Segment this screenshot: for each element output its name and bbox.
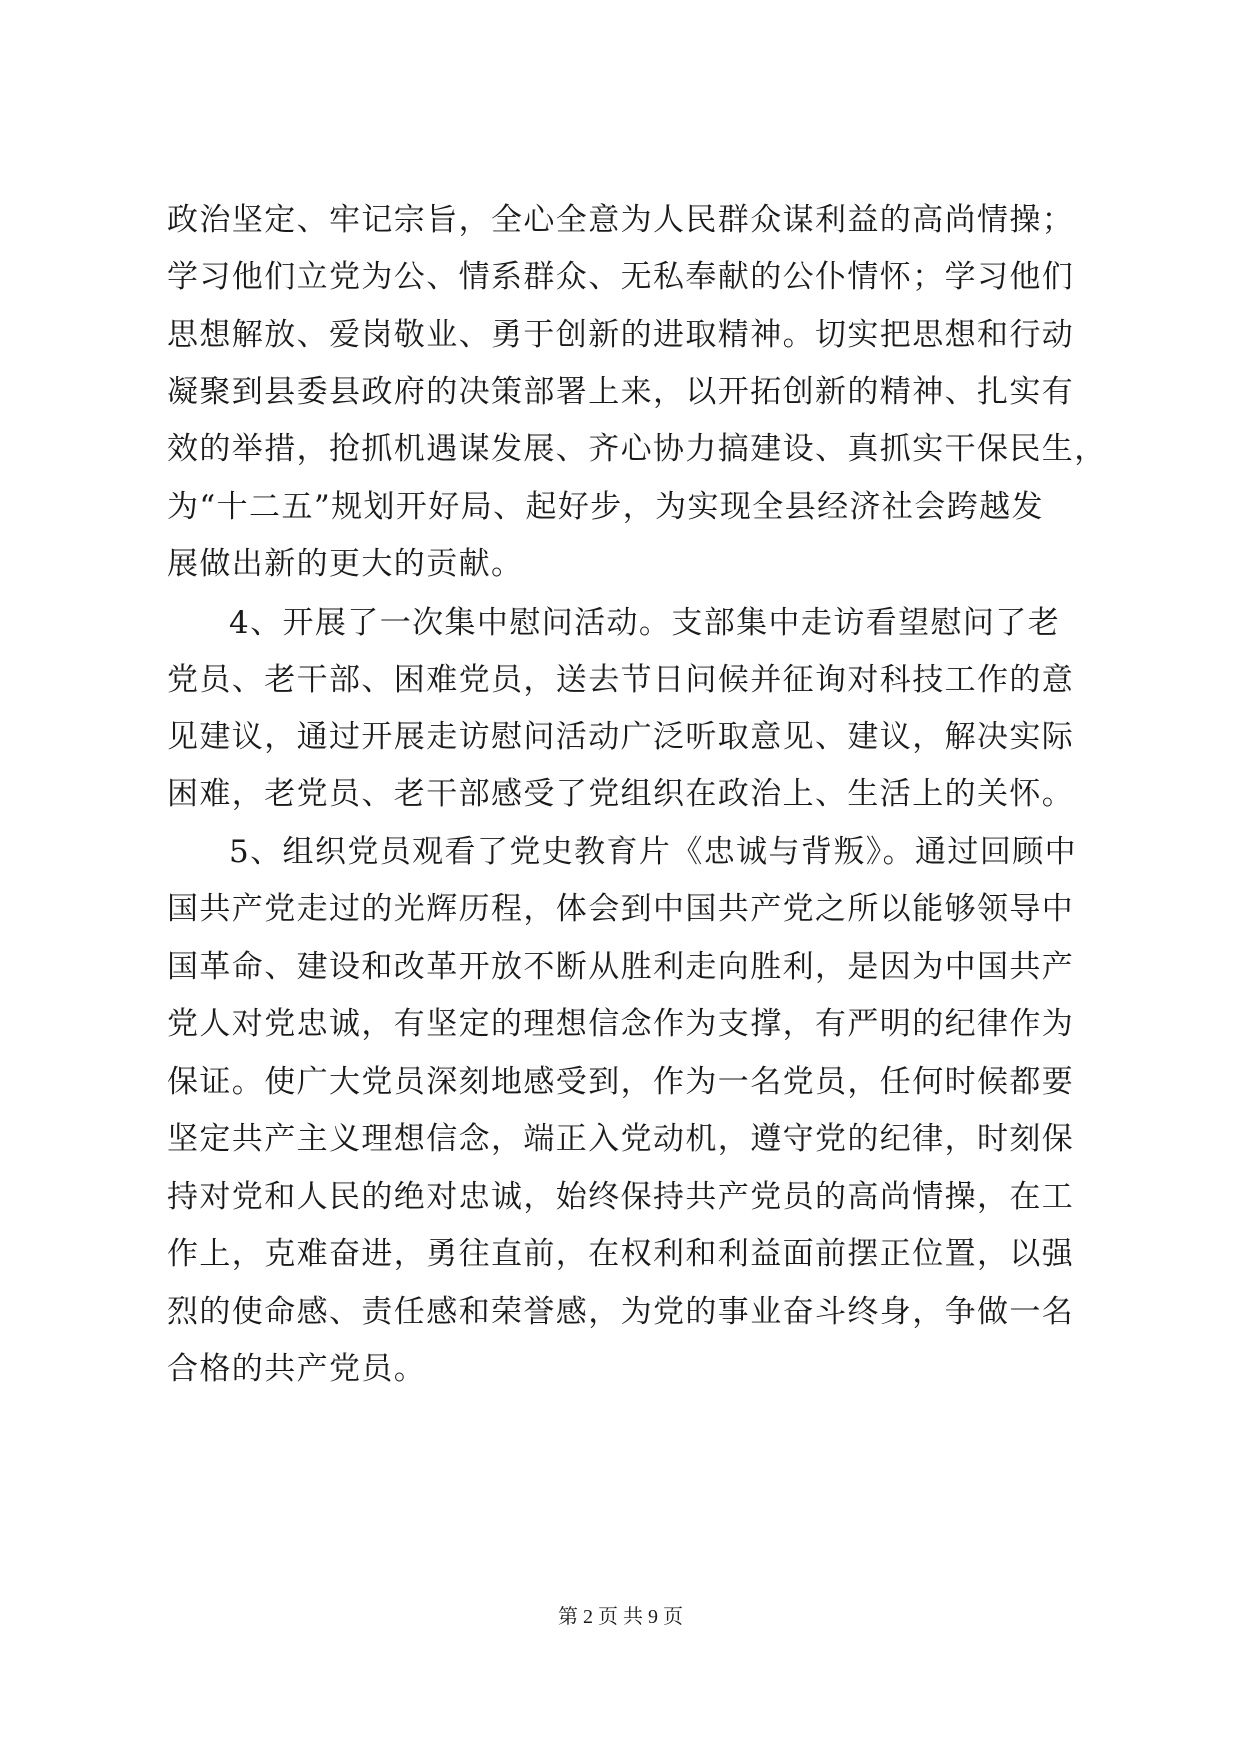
text-line: 国革命、建设和改革开放不断从胜利走向胜利，是因为中国共产	[167, 949, 1075, 985]
text-line: 坚定共产主义理想信念，端正入党动机，遵守党的纪律，时刻保	[167, 1121, 1075, 1157]
text-line: 见建议，通过开展走访慰问活动广泛听取意见、建议，解决实际	[167, 719, 1075, 755]
text-line: 政治坚定、牢记宗旨，全心全意为人民群众谋利益的高尚情操；	[167, 202, 1075, 238]
text-line: 持对党和人民的绝对忠诚，始终保持共产党员的高尚情操，在工	[167, 1179, 1075, 1215]
text-line: 学习他们立党为公、情系群众、无私奉献的公仆情怀；学习他们	[167, 259, 1075, 295]
text-line: 保证。使广大党员深刻地感受到，作为一名党员，任何时候都要	[167, 1064, 1075, 1100]
text-line: 党员、老干部、困难党员，送去节日问候并征询对科技工作的意	[167, 662, 1075, 698]
text-line: 党人对党忠诚，有坚定的理想信念作为支撑，有严明的纪律作为	[167, 1006, 1075, 1042]
paragraph-5-first-line: 5、组织党员观看了党史教育片《忠诚与背叛》。通过回顾中	[229, 834, 1078, 870]
text-line: 为“十二五”规划开好局、起好步，为实现全县经济社会跨越发	[167, 489, 1044, 525]
text-line: 国共产党走过的光辉历程，体会到中国共产党之所以能够领导中	[167, 891, 1075, 927]
text-line: 效的举措，抢抓机遇谋发展、齐心协力搞建设、真抓实干保民生，	[167, 431, 1107, 467]
paragraph-4-first-line: 4、开展了一次集中慰问活动。支部集中走访看望慰问了老	[229, 605, 1061, 641]
text-line: 思想解放、爱岗敬业、勇于创新的进取精神。切实把思想和行动	[167, 317, 1075, 353]
text-line: 合格的共产党员。	[167, 1351, 427, 1387]
text-line: 展做出新的更大的贡献。	[167, 546, 524, 582]
page-number-footer: 第 2 页 共 9 页	[558, 1606, 683, 1628]
text-line: 烈的使命感、责任感和荣誉感，为党的事业奋斗终身，争做一名	[167, 1294, 1075, 1330]
text-line: 作上，克难奋进，勇往直前，在权利和利益面前摆正位置，以强	[167, 1236, 1075, 1272]
text-line: 凝聚到县委县政府的决策部署上来，以开拓创新的精神、扎实有	[167, 374, 1075, 410]
text-line: 困难，老党员、老干部感受了党组织在政治上、生活上的关怀。	[167, 776, 1075, 812]
